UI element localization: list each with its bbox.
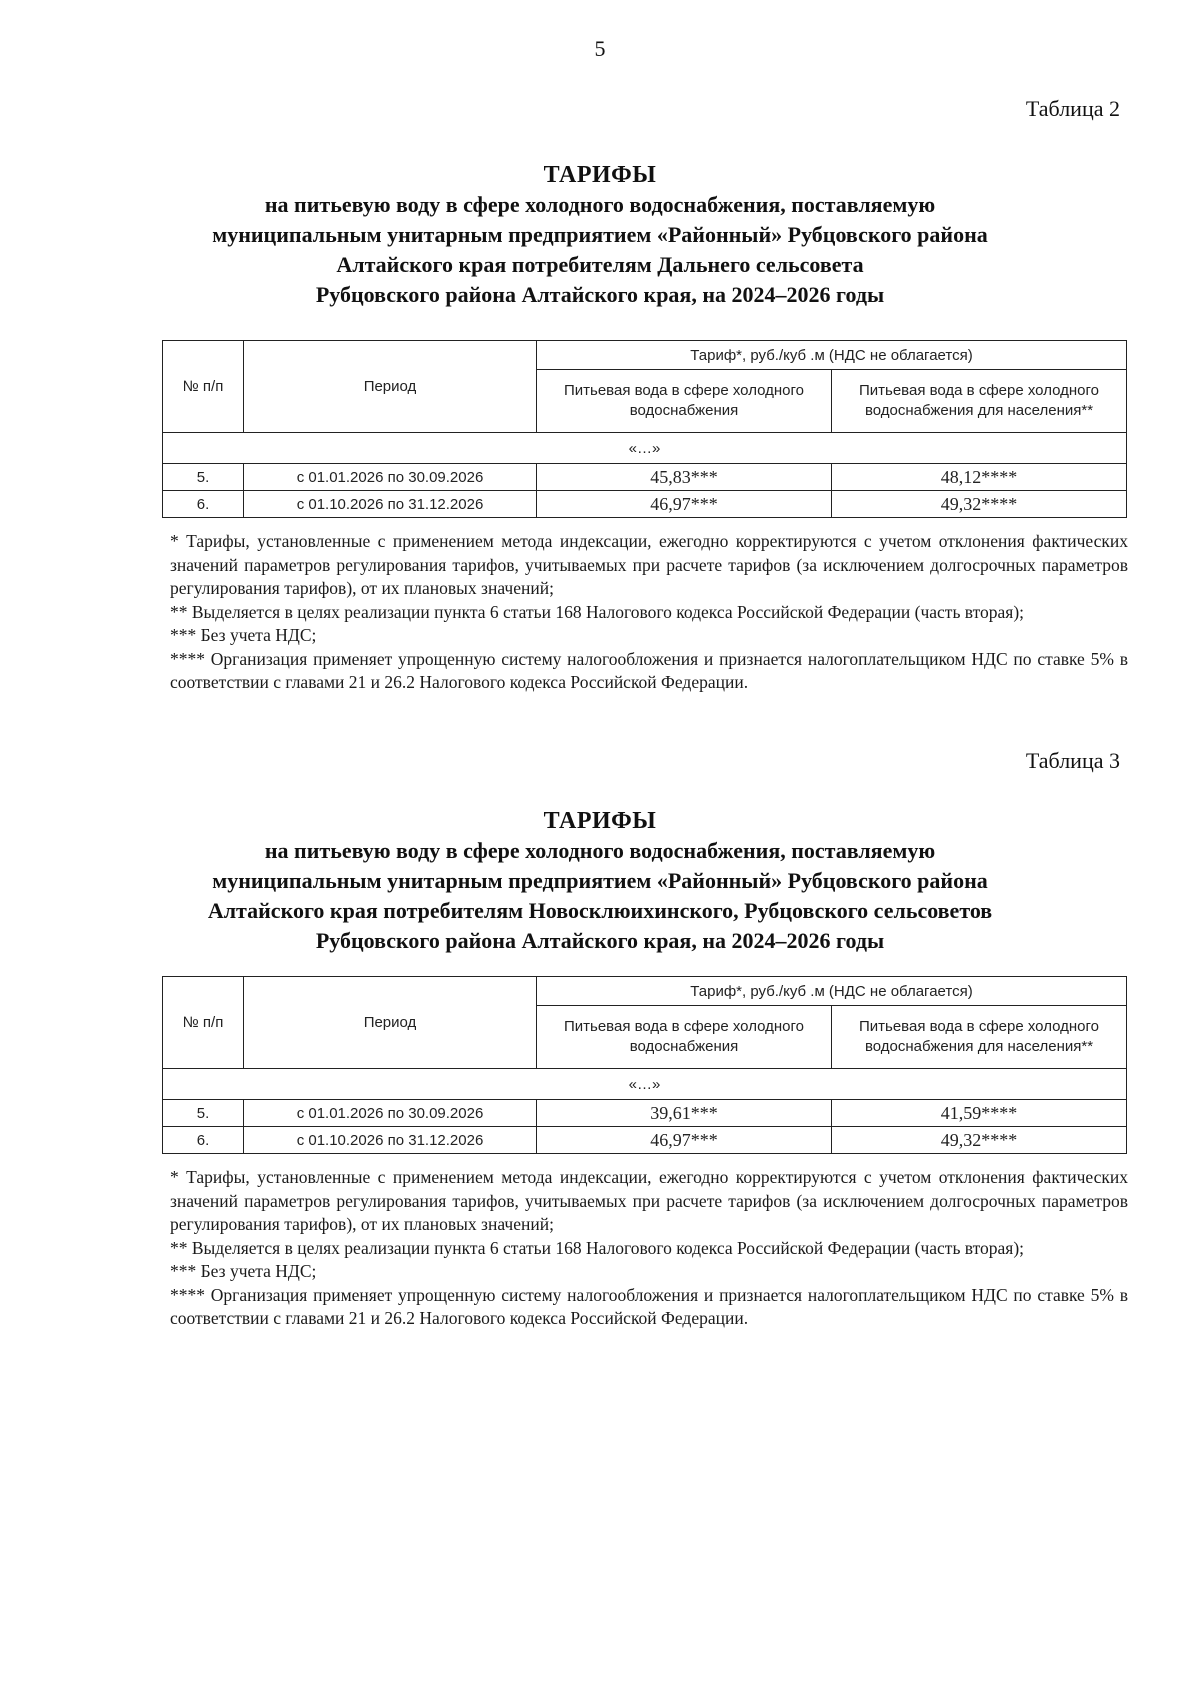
table-row [163, 1100, 1127, 1127]
row-population: 48,12**** [832, 464, 1127, 491]
table-row [163, 1127, 1127, 1154]
footnote: **** Организация применяет упрощенную систему налогообложения и признается налогоплательщиком НДС по ставке 5% в соответствии с главами 21 и 26.2 Налогового кодекса Российской Федерации. [170, 1284, 1128, 1328]
row-num: 5. [163, 1100, 244, 1127]
title-line: Алтайского края потребителям Дальнего сельсовета [336, 252, 864, 277]
row-period: с 01.10.2026 по 31.12.2026 [244, 491, 537, 518]
row-population: 49,32**** [832, 1127, 1127, 1154]
ellipsis-row: «…» [163, 433, 1127, 464]
table-label: Таблица 3 [1025, 748, 1120, 773]
footnotes [170, 1166, 1128, 1331]
header-tariff: Тариф*, руб./куб .м (НДС не облагается) [537, 341, 1127, 370]
header-num: № п/п [163, 341, 244, 433]
footnote: * Тарифы, установленные с применением метода индексации, ежегодно корректируются с учетом отклонения фактических значений параметров регулирования тарифов, учитываемых при расчете тарифов (за исключением долгосрочных параметров регулирования тарифов), от их плановых значений; [170, 1167, 1128, 1234]
title-line: Рубцовского района Алтайского края, на 2024–2026 годы [315, 282, 885, 307]
header-period: Период [244, 977, 537, 1069]
header-period: Период [244, 341, 537, 433]
header-num: № п/п [163, 977, 244, 1069]
row-period: с 01.10.2026 по 31.12.2026 [244, 1127, 537, 1154]
row-population: 49,32**** [832, 491, 1127, 518]
row-period: с 01.01.2026 по 30.09.2026 [244, 1100, 537, 1127]
title-line: муниципальным унитарным предприятием «Районный» Рубцовского района [212, 222, 988, 247]
header-population: Питьевая вода в сфере холодного водоснабжения для населения** [832, 1006, 1127, 1069]
footnote: * Тарифы, установленные с применением метода индексации, ежегодно корректируются с учетом отклонения фактических значений параметров регулирования тарифов, учитываемых при расчете тарифов (за исключением долгосрочных параметров регулирования тарифов), от их плановых значений; [170, 531, 1128, 598]
header-water: Питьевая вода в сфере холодного водоснабжения [537, 370, 832, 433]
title-line: Рубцовского района Алтайского края, на 2024–2026 годы [315, 928, 885, 953]
tariff-table [162, 976, 1127, 1154]
table-row [163, 464, 1127, 491]
footnote: *** Без учета НДС; [170, 1261, 317, 1281]
table-title: ТАРИФЫ [543, 162, 657, 188]
footnote: ** Выделяется в целях реализации пункта 6 статьи 168 Налогового кодекса Российской Федерации (часть вторая); [170, 1237, 1025, 1258]
row-water: 39,61*** [537, 1100, 832, 1127]
footnotes [170, 530, 1128, 695]
row-num: 6. [163, 1127, 244, 1154]
page-number: 5 [594, 36, 606, 61]
ellipsis-row: «…» [163, 1069, 1127, 1100]
header-tariff: Тариф*, руб./куб .м (НДС не облагается) [537, 977, 1127, 1006]
title-line: на питьевую воду в сфере холодного водоснабжения, поставляемую [264, 838, 936, 863]
row-num: 6. [163, 491, 244, 518]
table-title-block [0, 160, 1200, 310]
footnote: *** Без учета НДС; [170, 625, 317, 645]
header-population: Питьевая вода в сфере холодного водоснабжения для населения** [832, 370, 1127, 433]
row-num: 5. [163, 464, 244, 491]
row-population: 41,59**** [832, 1100, 1127, 1127]
footnote: ** Выделяется в целях реализации пункта 6 статьи 168 Налогового кодекса Российской Федерации (часть вторая); [170, 601, 1025, 622]
row-period: с 01.01.2026 по 30.09.2026 [244, 464, 537, 491]
header-water: Питьевая вода в сфере холодного водоснабжения [537, 1006, 832, 1069]
tariff-table [162, 340, 1127, 518]
row-water: 45,83*** [537, 464, 832, 491]
title-line: муниципальным унитарным предприятием «Районный» Рубцовского района [212, 868, 988, 893]
table-title: ТАРИФЫ [543, 808, 657, 834]
table-label: Таблица 2 [1025, 96, 1120, 121]
table-title-block [0, 806, 1200, 956]
footnote: **** Организация применяет упрощенную систему налогообложения и признается налогоплательщиком НДС по ставке 5% в соответствии с главами 21 и 26.2 Налогового кодекса Российской Федерации. [170, 648, 1128, 692]
row-water: 46,97*** [537, 491, 832, 518]
row-water: 46,97*** [537, 1127, 832, 1154]
title-line: Алтайского края потребителям Новосклюихинского, Рубцовского сельсоветов [207, 898, 993, 923]
title-line: на питьевую воду в сфере холодного водоснабжения, поставляемую [264, 192, 936, 217]
table-row [163, 491, 1127, 518]
